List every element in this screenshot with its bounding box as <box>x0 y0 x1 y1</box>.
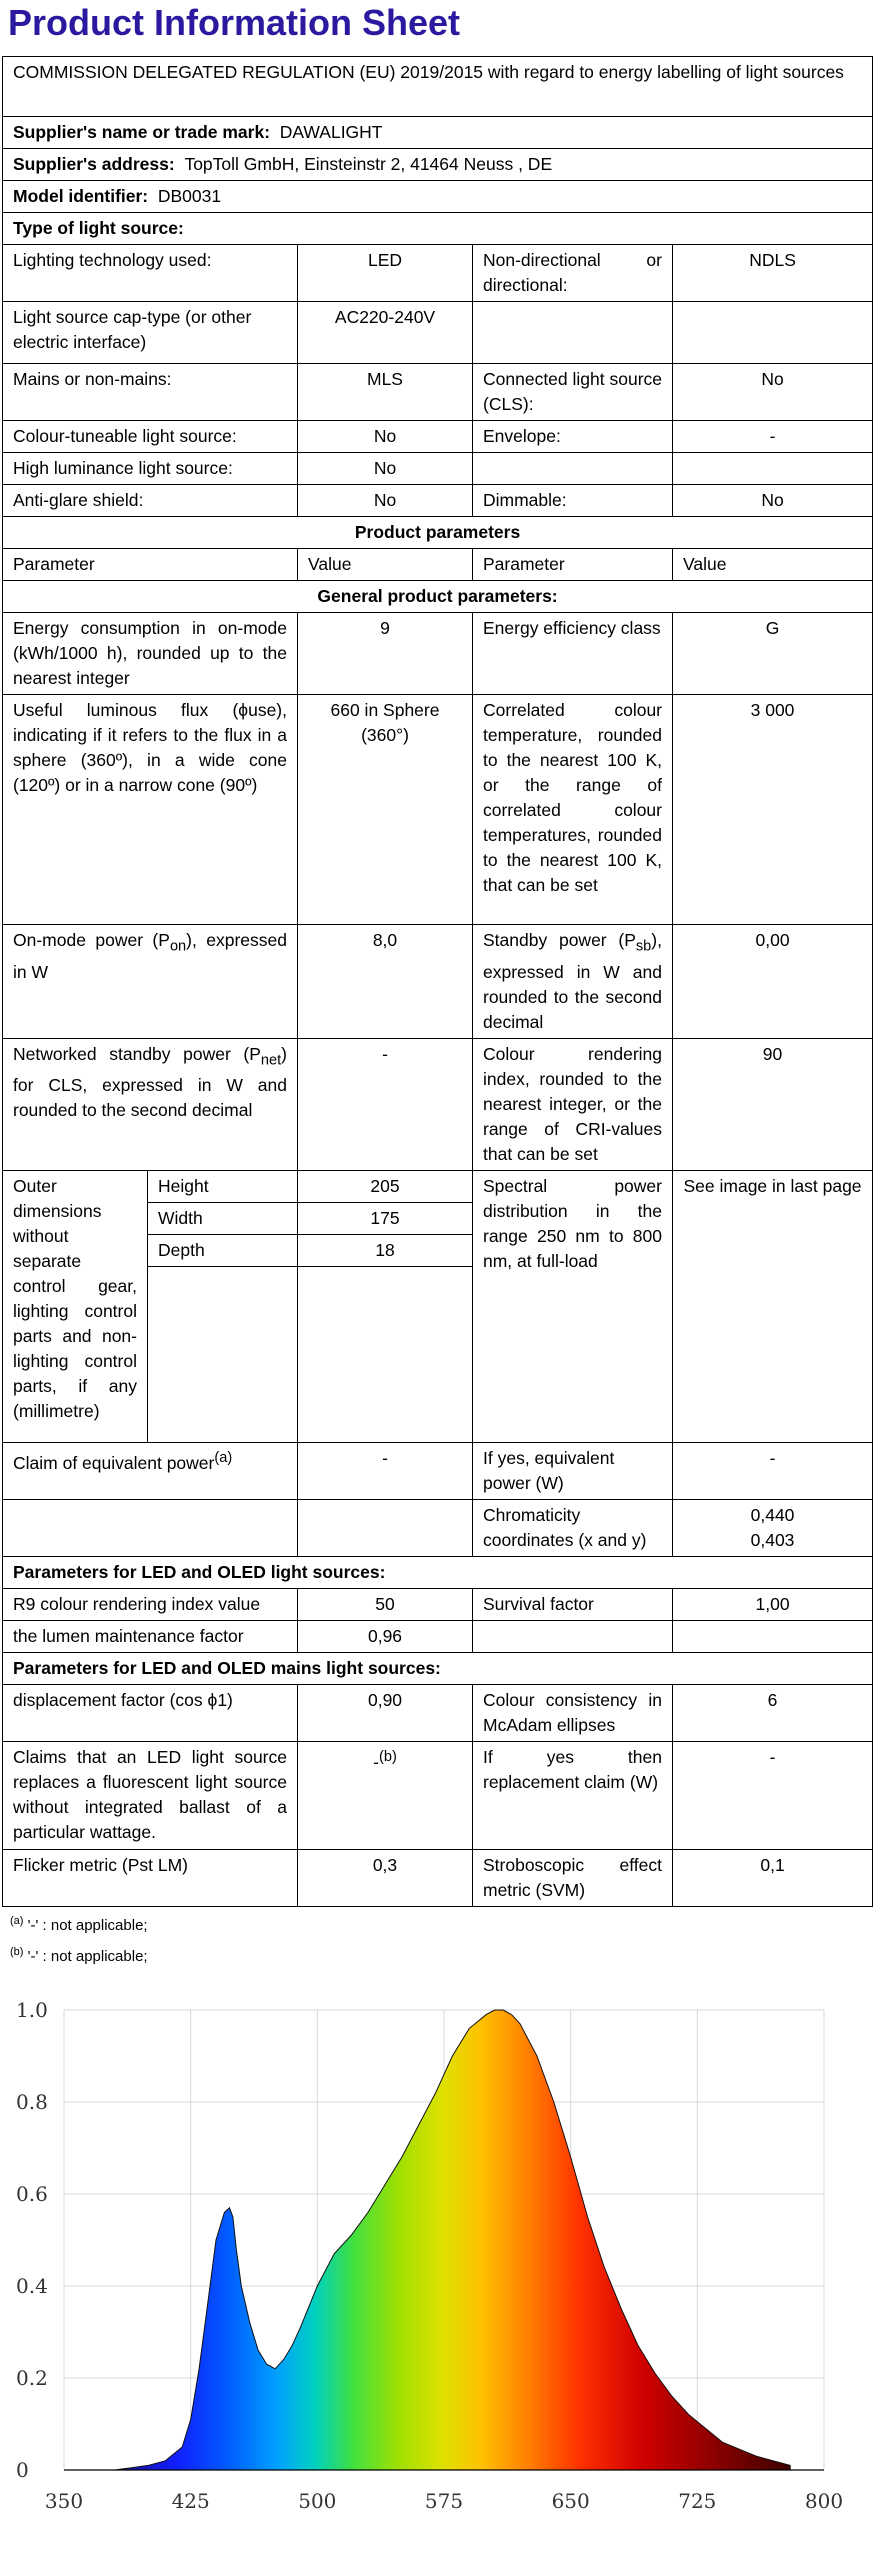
lumen-empty-cell <box>473 1620 673 1652</box>
energy-consumption-label: Energy consumption in on-mode (kWh/1000 h), rounded up to the nearest integer <box>3 613 298 695</box>
x-tick-label: 350 <box>44 2489 84 2513</box>
model-row <box>3 181 873 213</box>
type-heading-row <box>3 213 873 245</box>
type-row <box>3 302 873 364</box>
equivalent-watt-value: - <box>673 1442 873 1499</box>
info-table-container <box>2 56 872 1907</box>
type-value: No <box>298 421 473 453</box>
type-value <box>673 453 873 485</box>
type-label: Mains or non-mains: <box>3 364 298 421</box>
power-row <box>3 925 873 1039</box>
type-label <box>473 302 673 364</box>
type-row <box>3 421 873 453</box>
led-heading-row <box>3 1556 873 1588</box>
energy-consumption-value: 9 <box>298 613 473 695</box>
chromaticity-empty-cell <box>298 1499 473 1556</box>
luminous-flux-value: 660 in Sphere (360°) <box>298 695 473 925</box>
type-value: No <box>298 453 473 485</box>
survival-factor-label: Survival factor <box>473 1588 673 1620</box>
equivalent-power-label: Claim of equivalent power$^{(a)}$ <box>3 1442 298 1499</box>
type-label: Non-directional or directional: <box>473 245 673 302</box>
regulation-row <box>3 57 873 117</box>
lumen-empty-cell <box>673 1620 873 1652</box>
height-label: Height <box>148 1170 298 1202</box>
lumen-maintenance-label: the lumen maintenance factor <box>3 1620 298 1652</box>
width-value: 175 <box>298 1202 473 1234</box>
type-row <box>3 364 873 421</box>
displacement-factor-label: displacement factor (cos ϕ1) <box>3 1684 298 1741</box>
r9-label: R9 colour rendering index value <box>3 1588 298 1620</box>
luminous-flux-label: Useful luminous flux (ϕuse), indicating if it refers to the flux in a sphere (360º), in a wide cone (120º) or in a narrow cone (90º) <box>3 695 298 925</box>
x-tick-label: 800 <box>804 2489 844 2513</box>
spectral-chart <box>0 1968 874 2560</box>
equivalent-watt-label: If yes, equivalent power (W) <box>473 1442 673 1499</box>
chromaticity-row <box>3 1499 873 1556</box>
column-header-parameter: Parameter <box>3 549 298 581</box>
stroboscopic-label: Stroboscopic effect metric (SVM) <box>473 1849 673 1906</box>
energy-class-label: Energy efficiency class <box>473 613 673 695</box>
outer-dimensions-label: Outer dimensions without separate control gear, lighting control parts and non-lighting control parts, if any (millimetre) <box>3 1170 148 1442</box>
type-label: Anti-glare shield: <box>3 485 298 517</box>
on-mode-power-label: On-mode power $(P_{on})$, expressed in W <box>3 925 298 1039</box>
type-value <box>673 302 873 364</box>
supplier-address-label: Supplier's address: <box>13 154 175 174</box>
fluorescent-claim-value: -$^{(b)}$ <box>298 1741 473 1849</box>
dimensions-row <box>3 1170 873 1202</box>
displacement-row <box>3 1684 873 1741</box>
type-label: Dimmable: <box>473 485 673 517</box>
column-header-value: Value <box>298 549 473 581</box>
footnote-b: $^{(b)}$ '-' : not applicable; <box>10 1946 148 1965</box>
fluorescent-claim-label: Claims that an LED light source replaces a fluorescent light source without integrated ballast of a particular wattage. <box>3 1741 298 1849</box>
type-value: No <box>673 364 873 421</box>
type-label: Colour-tuneable light source: <box>3 421 298 453</box>
r9-row <box>3 1588 873 1620</box>
type-row <box>3 245 873 302</box>
standby-power-label: Standby power $(P_{sb})$, expressed in W and rounded to the second decimal <box>473 925 673 1039</box>
type-row <box>3 485 873 517</box>
y-tick-label: 1.0 <box>16 1998 48 2022</box>
y-tick-label: 0 <box>16 2458 29 2482</box>
type-row <box>3 453 873 485</box>
energy-row <box>3 613 873 695</box>
chromaticity-label: Chromaticity coordinates (x and y) <box>473 1499 673 1556</box>
replacement-claim-label: If yes then replacement claim (W) <box>473 1741 673 1849</box>
equivalent-power-value: - <box>298 1442 473 1499</box>
colour-consistency-label: Colour consistency in McAdam ellipses <box>473 1684 673 1741</box>
footnote-a: $^{(a)}$ '-' : not applicable; <box>10 1915 148 1934</box>
colour-temperature-label: Correlated colour temperature, rounded to the nearest 100 K, or the range of correlated colour temperatures, rounded to the nearest 100 K, that can be set <box>473 695 673 925</box>
colour-temperature-value: 3 000 <box>673 695 873 925</box>
dimensions-empty-cell <box>298 1266 473 1442</box>
displacement-factor-value: 0,90 <box>298 1684 473 1741</box>
type-value: NDLS <box>673 245 873 302</box>
y-tick-label: 0.4 <box>16 2274 48 2298</box>
claims-row <box>3 1741 873 1849</box>
type-label: Lighting technology used: <box>3 245 298 302</box>
depth-label: Depth <box>148 1234 298 1266</box>
column-header-parameter: Parameter <box>473 549 673 581</box>
type-heading: Type of light source: <box>3 213 873 245</box>
r9-value: 50 <box>298 1588 473 1620</box>
type-value: No <box>298 485 473 517</box>
chromaticity-value: 0,440 0,403 <box>673 1499 873 1556</box>
type-value: LED <box>298 245 473 302</box>
spectral-distribution-label: Spectral power distribution in the range 250 nm to 800 nm, at full-load <box>473 1170 673 1442</box>
equivalent-power-row <box>3 1442 873 1499</box>
product-parameters-heading: Product parameters <box>3 517 873 549</box>
networked-row <box>3 1038 873 1170</box>
general-parameters-heading-row <box>3 581 873 613</box>
footnotes <box>10 1908 148 1970</box>
model-value: DB0031 <box>157 186 222 206</box>
type-label: Envelope: <box>473 421 673 453</box>
colour-consistency-value: 6 <box>673 1684 873 1741</box>
regulation-text: COMMISSION DELEGATED REGULATION (EU) 2019/2015 with regard to energy labelling of light sources <box>3 57 873 117</box>
type-value: - <box>673 421 873 453</box>
type-value: No <box>673 485 873 517</box>
flicker-metric-label: Flicker metric (Pst LM) <box>3 1849 298 1906</box>
energy-class-value: G <box>673 613 873 695</box>
supplier-name-row <box>3 117 873 149</box>
supplier-name-label: Supplier's name or trade mark: <box>13 122 271 142</box>
type-value: MLS <box>298 364 473 421</box>
mains-parameters-heading: Parameters for LED and OLED mains light sources: <box>3 1652 873 1684</box>
width-label: Width <box>148 1202 298 1234</box>
product-parameters-heading-row <box>3 517 873 549</box>
x-tick-label: 575 <box>424 2489 464 2513</box>
supplier-address-row <box>3 149 873 181</box>
info-table <box>2 56 873 1907</box>
type-label <box>473 453 673 485</box>
column-header-value: Value <box>673 549 873 581</box>
page-title: Product Information Sheet <box>8 2 461 43</box>
column-header-row <box>3 549 873 581</box>
type-label: Light source cap-type (or other electric interface) <box>3 302 298 364</box>
x-tick-label: 425 <box>171 2489 210 2513</box>
networked-standby-label: Networked standby power $(P_{net})$ for CLS, expressed in W and rounded to the second decimal <box>3 1038 298 1170</box>
spectral-distribution-value: See image in last page <box>673 1170 873 1442</box>
flux-row <box>3 695 873 925</box>
x-tick-label: 500 <box>298 2489 337 2513</box>
colour-rendering-label: Colour rendering index, rounded to the nearest integer, or the range of CRI-values that can be set <box>473 1038 673 1170</box>
supplier-address-value: TopToll GmbH, Einsteinstr 2, 41464 Neuss , DE <box>184 154 553 174</box>
flicker-row <box>3 1849 873 1906</box>
standby-power-value: 0,00 <box>673 925 873 1039</box>
type-value: AC220-240V <box>298 302 473 364</box>
type-label: Connected light source (CLS): <box>473 364 673 421</box>
general-parameters-heading: General product parameters: <box>3 581 873 613</box>
networked-standby-value: - <box>298 1038 473 1170</box>
depth-value: 18 <box>298 1234 473 1266</box>
y-tick-label: 0.2 <box>16 2366 48 2390</box>
colour-rendering-value: 90 <box>673 1038 873 1170</box>
survival-factor-value: 1,00 <box>673 1588 873 1620</box>
x-tick-label: 725 <box>678 2489 717 2513</box>
y-tick-label: 0.6 <box>16 2182 48 2206</box>
model-label: Model identifier: <box>13 186 149 206</box>
replacement-claim-value: - <box>673 1741 873 1849</box>
flicker-metric-value: 0,3 <box>298 1849 473 1906</box>
on-mode-power-value: 8,0 <box>298 925 473 1039</box>
supplier-name-value: DAWALIGHT <box>279 122 383 142</box>
type-label: High luminance light source: <box>3 453 298 485</box>
lumen-row <box>3 1620 873 1652</box>
x-tick-label: 650 <box>551 2489 590 2513</box>
dimensions-empty-cell <box>148 1266 298 1442</box>
spectrum-area <box>115 2010 791 2470</box>
chromaticity-empty-cell <box>3 1499 298 1556</box>
y-tick-label: 0.8 <box>16 2090 48 2114</box>
mains-heading-row <box>3 1652 873 1684</box>
stroboscopic-value: 0,1 <box>673 1849 873 1906</box>
spectral-chart-svg <box>0 1968 874 2560</box>
lumen-maintenance-value: 0,96 <box>298 1620 473 1652</box>
height-value: 205 <box>298 1170 473 1202</box>
led-parameters-heading: Parameters for LED and OLED light sources: <box>3 1556 873 1588</box>
